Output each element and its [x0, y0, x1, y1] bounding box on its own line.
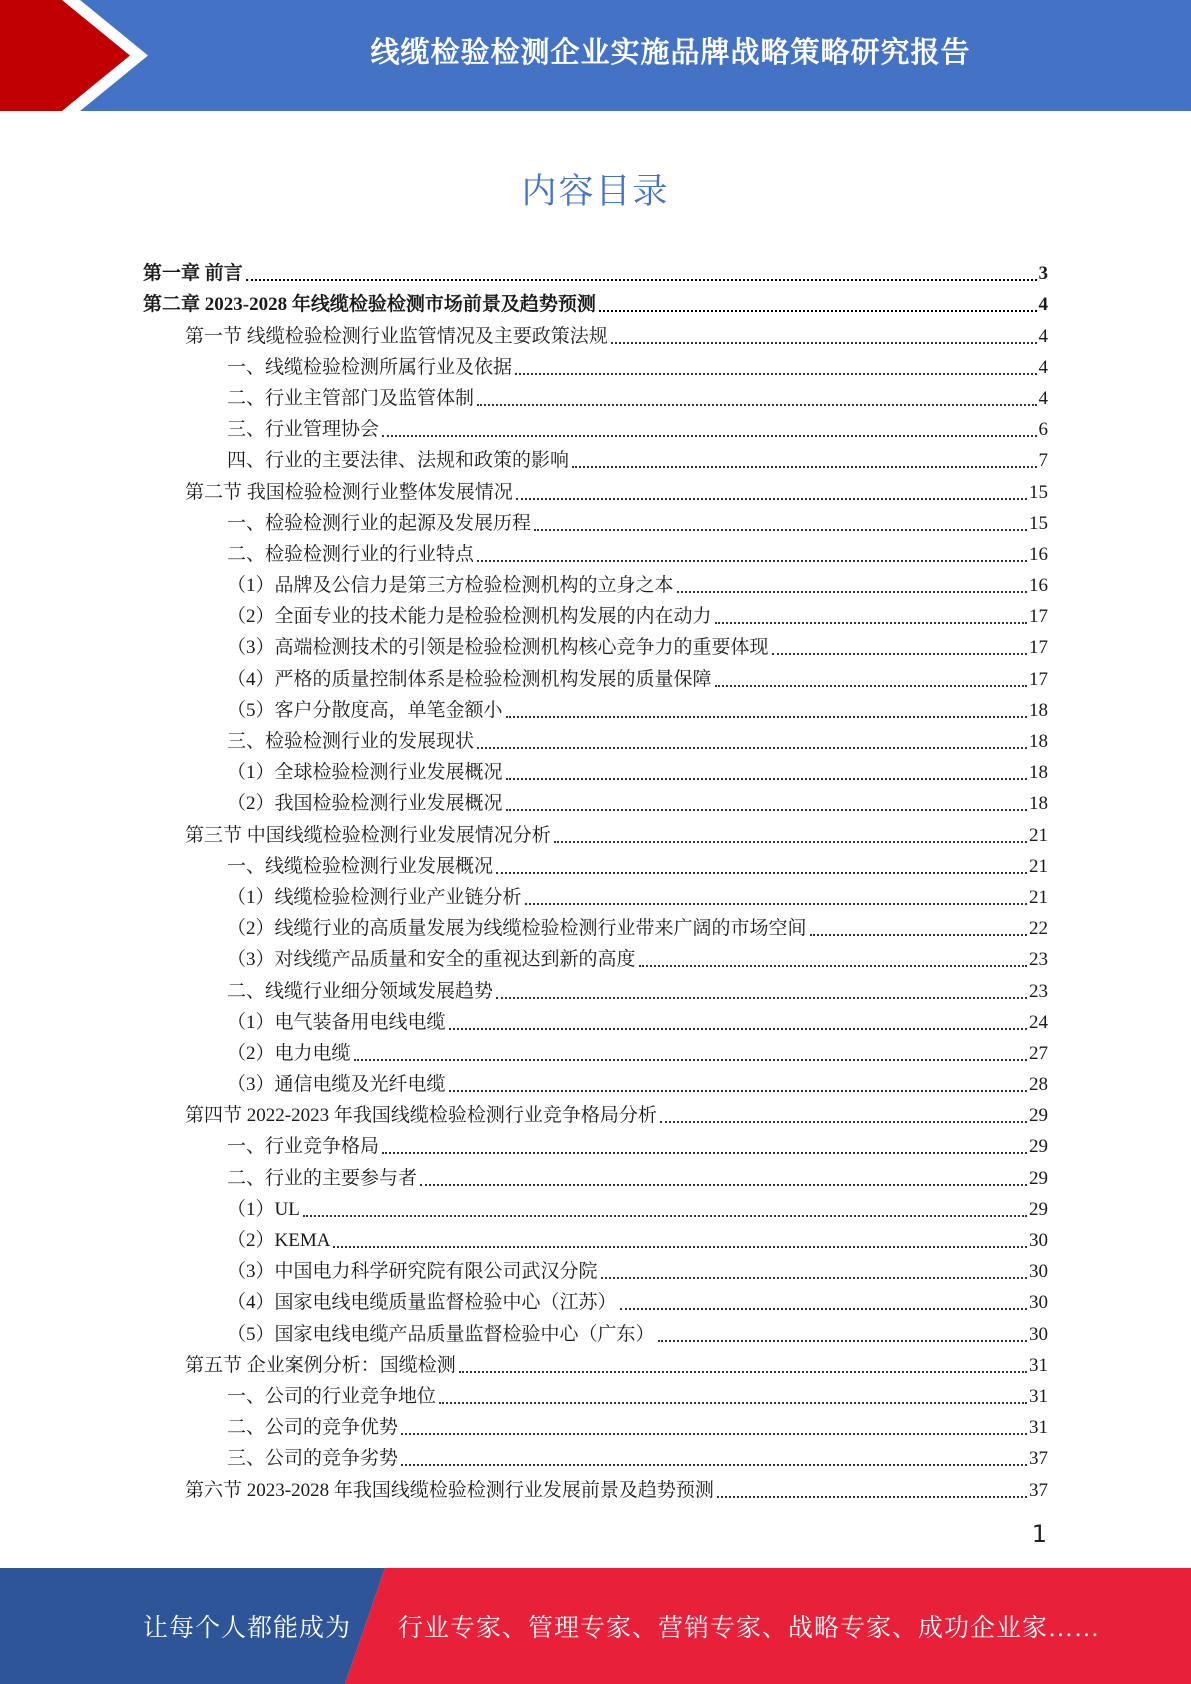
toc-dot-leader	[401, 1432, 1027, 1435]
toc-dot-leader	[496, 996, 1027, 999]
toc-dot-leader	[534, 528, 1027, 531]
page-number: 1	[1031, 1520, 1047, 1548]
toc-dot-leader	[611, 341, 1037, 344]
toc-dot-leader	[572, 465, 1036, 468]
toc-entry[interactable]	[143, 1471, 1048, 1502]
toc-entry[interactable]	[143, 536, 1048, 567]
toc-entry-label: （2）KEMA	[227, 1230, 331, 1251]
toc-entry-label: 二、线缆行业细分领域发展趋势	[227, 980, 494, 1002]
toc-entry[interactable]	[143, 286, 1048, 317]
toc-entry-page: 23	[1029, 980, 1048, 1002]
toc-dot-leader	[303, 1214, 1027, 1217]
toc-entry-label: 二、行业主管部门及监管体制	[227, 387, 475, 409]
toc-entry-page: 15	[1029, 481, 1048, 503]
toc-dot-leader	[439, 1401, 1027, 1404]
toc-entry-label: （5）国家电线电缆产品质量监督检验中心（广东）	[227, 1323, 655, 1345]
toc-dot-leader	[477, 403, 1036, 406]
toc-dot-leader	[601, 1276, 1027, 1279]
toc-entry-page: 21	[1029, 855, 1048, 877]
toc-entry-label: 三、检验检测行业的发展现状	[227, 731, 475, 752]
toc-entry[interactable]	[143, 1284, 1048, 1315]
toc-entry-page: 30	[1029, 1323, 1048, 1345]
toc-entry-page: 23	[1029, 949, 1048, 971]
toc-entry[interactable]	[143, 1315, 1048, 1346]
toc-entry-page: 30	[1029, 1292, 1048, 1314]
toc-entry-label: （1）UL	[227, 1198, 300, 1220]
toc-entry[interactable]	[143, 1191, 1048, 1222]
report-header	[0, 0, 1191, 111]
toc-entry-label: 第一节 线缆检验检测行业监管情况及主要政策法规	[185, 325, 608, 347]
toc-entry-label: （2）线缆行业的高质量发展为线缆检验检测行业带来广阔的市场空间	[227, 918, 807, 940]
toc-entry-label: 二、检验检测行业的行业特点	[227, 543, 475, 565]
toc-dot-leader	[506, 777, 1027, 780]
toc-entry-page: 16	[1029, 543, 1048, 565]
toc-entry-label: 第二章 2023-2028 年线缆检验检测市场前景及趋势预测	[143, 294, 596, 316]
toc-entry-page: 31	[1029, 1385, 1048, 1407]
toc-entry-page: 15	[1029, 512, 1048, 534]
toc-dot-leader	[772, 652, 1027, 655]
header-chevron-decoration	[0, 0, 160, 111]
toc-entry[interactable]	[143, 754, 1048, 785]
toc-entry-page: 21	[1029, 886, 1048, 908]
toc-entry-label: 三、公司的竞争劣势	[227, 1448, 399, 1470]
footer-banner	[0, 1568, 1191, 1684]
toc-dot-leader	[449, 1089, 1027, 1092]
toc-entry-page: 29	[1029, 1136, 1048, 1158]
toc-entry-label: （1）品牌及公信力是第三方检验检测机构的立身之本	[227, 575, 674, 597]
toc-entry-page: 24	[1029, 1011, 1048, 1033]
toc-entry-page: 4	[1038, 387, 1048, 409]
toc-entry-label: （4）国家电线电缆质量监督检验中心（江苏）	[227, 1292, 617, 1314]
toc-dot-leader	[677, 590, 1027, 593]
toc-entry-label: （3）对线缆产品质量和安全的重视达到新的高度	[227, 949, 636, 971]
toc-entry[interactable]	[143, 598, 1048, 629]
toc-entry-label: 四、行业的主要法律、法规和政策的影响	[227, 450, 570, 472]
toc-entry-page: 18	[1029, 793, 1048, 815]
toc-entry[interactable]	[143, 567, 1048, 598]
toc-entry-page: 31	[1029, 1354, 1048, 1376]
toc-dot-leader	[715, 621, 1027, 624]
toc-entry-page: 29	[1029, 1198, 1048, 1220]
toc-entry[interactable]	[143, 816, 1048, 847]
toc-dot-leader	[477, 746, 1027, 749]
toc-entry[interactable]	[143, 723, 1048, 754]
toc-entry-page: 29	[1029, 1105, 1048, 1127]
toc-entry[interactable]	[143, 660, 1048, 691]
toc-dot-leader	[382, 1151, 1027, 1154]
toc-entry[interactable]	[143, 941, 1048, 972]
toc-dot-leader	[420, 1183, 1027, 1186]
toc-entry[interactable]	[143, 1066, 1048, 1097]
toc-dot-leader	[246, 278, 1037, 281]
toc-entry-page: 30	[1029, 1230, 1048, 1251]
toc-entry-page: 4	[1038, 294, 1048, 316]
toc-entry-label: 第一章 前言	[143, 263, 243, 285]
toc-dot-leader	[658, 1339, 1027, 1342]
toc-entry-label: （2）我国检验检测行业发展概况	[227, 793, 503, 815]
toc-entry-page: 27	[1029, 1042, 1048, 1064]
toc-entry-page: 7	[1038, 450, 1048, 472]
toc-entry[interactable]	[143, 411, 1048, 442]
toc-entry[interactable]	[143, 349, 1048, 380]
toc-entry-page: 17	[1029, 606, 1048, 628]
toc-dot-leader	[477, 559, 1027, 562]
toc-entry-label: 第二节 我国检验检测行业整体发展情况	[185, 481, 513, 503]
toc-dot-leader	[516, 497, 1027, 500]
toc-entry-page: 31	[1029, 1417, 1048, 1439]
toc-entry-label: （1）全球检验检测行业发展概况	[227, 762, 503, 784]
toc-dot-leader	[449, 1027, 1027, 1030]
toc-entry[interactable]	[143, 1128, 1048, 1159]
toc-entry-label: （3）中国电力科学研究院有限公司武汉分院	[227, 1261, 598, 1283]
toc-entry[interactable]	[143, 442, 1048, 473]
toc-entry-page: 30	[1029, 1261, 1048, 1283]
table-of-contents	[143, 255, 1048, 1503]
toc-entry-page: 3	[1038, 263, 1048, 285]
toc-entry-label: （2）全面专业的技术能力是检验检测机构发展的内在动力	[227, 606, 712, 628]
toc-dot-leader	[496, 871, 1027, 874]
toc-entry[interactable]	[143, 255, 1048, 286]
toc-entry-label: （3）通信电缆及光纤电缆	[227, 1074, 446, 1096]
toc-entry-page: 17	[1029, 668, 1048, 690]
toc-entry-label: （5）客户分散度高，单笔金额小	[227, 699, 503, 721]
toc-entry-page: 16	[1029, 575, 1048, 597]
toc-entry-page: 6	[1038, 419, 1048, 441]
toc-entry-label: 第四节 2022-2023 年我国线缆检验检测行业竞争格局分析	[185, 1105, 657, 1127]
toc-entry-page: 22	[1029, 918, 1048, 940]
toc-dot-leader	[599, 309, 1037, 312]
header-title: 线缆检验检测企业实施品牌战略策略研究报告	[370, 34, 971, 69]
toc-dot-leader	[354, 1058, 1027, 1061]
toc-entry[interactable]	[143, 1440, 1048, 1471]
toc-entry[interactable]	[143, 692, 1048, 723]
toc-dot-leader	[717, 1495, 1027, 1498]
toc-dot-leader	[620, 1307, 1027, 1310]
toc-entry-page: 21	[1029, 824, 1048, 846]
toc-entry-label: （4）严格的质量控制体系是检验检测机构发展的质量保障	[227, 668, 712, 690]
toc-entry-label: 二、行业的主要参与者	[227, 1167, 418, 1189]
toc-dot-leader	[715, 684, 1027, 687]
toc-entry[interactable]	[143, 1159, 1048, 1190]
toc-dot-leader	[506, 715, 1027, 718]
toc-entry-page: 29	[1029, 1167, 1048, 1189]
toc-entry[interactable]	[143, 629, 1048, 660]
toc-dot-leader	[639, 964, 1027, 967]
toc-entry-page: 4	[1038, 356, 1048, 378]
toc-dot-leader	[401, 1463, 1027, 1466]
toc-entry[interactable]	[143, 505, 1048, 536]
toc-entry-label: 一、线缆检验检测所属行业及依据	[227, 356, 513, 378]
toc-entry-label: 第三节 中国线缆检验检测行业发展情况分析	[185, 824, 551, 846]
toc-entry-label: 三、行业管理协会	[227, 419, 380, 441]
toc-dot-leader	[525, 902, 1027, 905]
toc-entry-label: 第六节 2023-2028 年我国线缆检验检测行业发展前景及趋势预测	[185, 1479, 714, 1501]
toc-dot-leader	[554, 840, 1027, 843]
toc-dot-leader	[459, 1370, 1027, 1373]
toc-dot-leader	[382, 434, 1036, 437]
toc-entry-label: 第五节 企业案例分析：国缆检测	[185, 1354, 456, 1376]
toc-entry-label: 二、公司的竞争优势	[227, 1417, 399, 1439]
toc-entry-label: 一、行业竞争格局	[227, 1136, 380, 1158]
toc-entry[interactable]	[143, 317, 1048, 348]
toc-entry-page: 37	[1029, 1479, 1048, 1501]
toc-entry-page: 18	[1029, 699, 1048, 721]
toc-entry[interactable]	[143, 879, 1048, 910]
toc-dot-leader	[660, 1120, 1027, 1123]
toc-entry[interactable]	[143, 1378, 1048, 1409]
toc-entry[interactable]	[143, 380, 1048, 411]
toc-entry[interactable]	[143, 785, 1048, 816]
toc-entry[interactable]	[143, 910, 1048, 941]
toc-entry-label: （2）电力电缆	[227, 1042, 351, 1064]
toc-dot-leader	[506, 808, 1027, 811]
toc-entry-label: （3）高端检测技术的引领是检验检测机构核心竞争力的重要体现	[227, 637, 769, 659]
toc-entry[interactable]	[143, 1222, 1048, 1253]
toc-entry-label: 一、检验检测行业的起源及发展历程	[227, 512, 532, 534]
toc-entry[interactable]	[143, 1004, 1048, 1035]
toc-dot-leader	[333, 1245, 1027, 1248]
toc-entry[interactable]	[143, 473, 1048, 504]
toc-entry[interactable]	[143, 1253, 1048, 1284]
footer-slogan-right: 行业专家、管理专家、营销专家、战略专家、成功企业家……	[398, 1615, 1101, 1642]
toc-entry-page: 18	[1029, 731, 1048, 752]
toc-entry[interactable]	[143, 1409, 1048, 1440]
toc-dot-leader	[515, 372, 1036, 375]
toc-title: 内容目录	[521, 172, 670, 212]
toc-entry[interactable]	[143, 1097, 1048, 1128]
footer-slogan-left: 让每个人都能成为	[143, 1615, 352, 1642]
toc-entry[interactable]	[143, 1035, 1048, 1066]
toc-entry[interactable]	[143, 972, 1048, 1003]
toc-entry-page: 28	[1029, 1074, 1048, 1096]
toc-entry-page: 18	[1029, 762, 1048, 784]
toc-entry-label: 一、线缆检验检测行业发展概况	[227, 855, 494, 877]
toc-entry[interactable]	[143, 1347, 1048, 1378]
toc-entry-label: （1）线缆检验检测行业产业链分析	[227, 886, 522, 908]
toc-entry-page: 37	[1029, 1448, 1048, 1470]
toc-entry[interactable]	[143, 848, 1048, 879]
toc-entry-page: 4	[1038, 325, 1048, 347]
toc-entry-label: 一、公司的行业竞争地位	[227, 1385, 437, 1407]
toc-dot-leader	[810, 933, 1027, 936]
toc-entry-page: 17	[1029, 637, 1048, 659]
toc-entry-label: （1）电气装备用电线电缆	[227, 1011, 446, 1033]
